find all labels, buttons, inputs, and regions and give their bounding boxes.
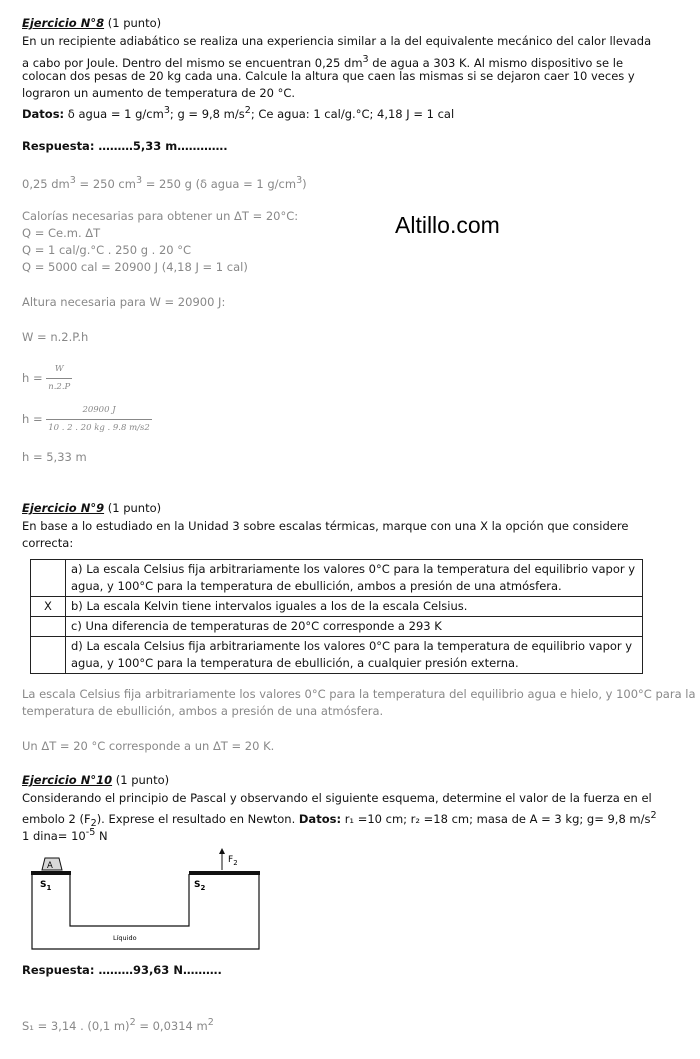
sol8-frac2: [46, 402, 152, 437]
sol8-line-10: h = 5,33 m: [22, 450, 87, 464]
ej10-s2sub: 2: [90, 818, 97, 830]
option-a-line1: a) La escala Celsius fija arbitrariamente los valores 0°C para la temperatura del equilibrio vapor y: [71, 562, 636, 576]
ej10-resp-label: Respuesta:: [22, 963, 99, 977]
label-s1-sub: 1: [46, 884, 52, 892]
piston-2: [189, 871, 260, 875]
sol8-s1a: 0,25 dm: [22, 176, 70, 191]
sol8-frac2-den: 10 . 2 . 20 kg . 9.8 m/s2: [48, 423, 150, 433]
ej8-datos: [22, 102, 454, 123]
ej8-datos-label: Datos:: [22, 106, 65, 121]
ej8-datos-c: ; Ce agua: 1 cal/g.°C; 4,18 J = 1 cal: [250, 106, 455, 121]
option-text: [66, 637, 643, 674]
ej8-datos-b: ; g = 9,8 m/s: [169, 106, 245, 121]
piston-1: [31, 871, 71, 875]
ej9-note-2: temperatura de ebullición, ambos a presión de una atmósfera.: [22, 704, 384, 718]
sol8-line-6: Altura necesaria para W = 20900 J:: [22, 295, 226, 309]
sol8-frac2-num: 20900 J: [46, 402, 152, 420]
option-d-line1: d) La escala Celsius fija arbitrariamente los valores 0°C para la temperatura de equilibrio vapor y: [71, 639, 633, 653]
ej8-points: (1 punto): [104, 16, 162, 30]
option-d-line2: agua, y 100°C para la temperatura de ebullición, a cualquier presión externa.: [71, 656, 519, 670]
ej8-datos-a: δ agua = 1 g/cm: [64, 106, 164, 121]
ej10-datos-label: Datos:: [298, 811, 342, 826]
label-s1: [40, 880, 51, 892]
pascal-diagram: [30, 846, 265, 952]
ej10-sol-sup2: 2: [207, 1017, 214, 1028]
ej8-resp-value: ………5,33 m………….: [94, 139, 228, 153]
ej9-note-1: La escala Celsius fija arbitrariamente los valores 0°C para la temperatura del equilibrio agua e hielo, y 100°C para la: [22, 687, 696, 701]
ej10-s2b: ). Exprese el resultado en Newton.: [96, 811, 299, 826]
ej10-solution-1: [22, 1014, 214, 1035]
vessel-inner-wall: [70, 874, 189, 926]
sol8-s1sup2: 3: [135, 175, 143, 186]
sol8-s1c: = 250 g (δ agua = 1 g/cm: [142, 176, 297, 191]
ej10-s3sup: -5: [85, 827, 96, 838]
ej8-statement-2b: de agua a 303 K. Al mismo dispositivo se le: [368, 55, 624, 70]
option-mark[interactable]: [31, 637, 66, 674]
option-row-d[interactable]: [31, 637, 643, 674]
ej10-resp-value: ………93,63 N……….: [98, 963, 222, 977]
option-mark[interactable]: [31, 617, 66, 637]
ej8-statement-1: En un recipiente adiabático se realiza una experiencia similar a la del equivalente mecánico del calor llevada: [22, 34, 652, 48]
option-row-a[interactable]: [31, 560, 643, 597]
sol8-line-7: W = n.2.P.h: [22, 330, 89, 344]
ej8-statement-2-sup: 3: [362, 54, 369, 65]
label-f2: [228, 855, 238, 867]
ej10-statement-2: [22, 807, 657, 832]
ej8-datos-sup2: 2: [244, 105, 251, 116]
sol8-s1sup: 3: [69, 175, 76, 186]
ej10-sol-a: S₁ = 3,14 . (0,1 m): [22, 1018, 130, 1033]
ej9-note-3: Un ΔT = 20 °C corresponde a un ΔT = 20 K.: [22, 739, 275, 753]
option-a-line2: agua, y 100°C para la temperatura de ebullición, ambos a presión de una atmósfera.: [71, 579, 562, 593]
watermark: Altillo.com: [395, 212, 500, 238]
ej8-statement-4: lograron un aumento de temperatura de 20 °C.: [22, 86, 296, 100]
ej8-title-line: [22, 15, 161, 32]
vessel-outer-wall: [32, 874, 259, 949]
option-mark[interactable]: [31, 560, 66, 597]
ej10-s2a: embolo 2 (F: [22, 811, 91, 826]
sol8-frac1-lhs: h =: [22, 371, 47, 385]
option-text: c) Una diferencia de temperaturas de 20°C corresponde a 293 K: [66, 617, 643, 637]
sol8-frac1: [46, 361, 72, 396]
sol8-frac1-den: n.2.P: [48, 382, 71, 392]
ej9-options-table: [30, 559, 643, 674]
option-text: [66, 560, 643, 597]
ej10-points: (1 punto): [112, 773, 170, 787]
ej10-title: Ejercicio N°10: [22, 773, 113, 787]
sol8-line-2: Calorías necesarias para obtener un ΔT = 20°C:: [22, 209, 299, 223]
ej9-points: (1 punto): [104, 501, 162, 515]
ej8-statement-3: colocan dos pesas de 20 kg cada una. Calcule la altura que caen las mismas si se dejaron caer 10 veces y: [22, 69, 635, 83]
force-arrow-head: [219, 848, 225, 854]
sol8-line-4: Q = 1 cal/g.°C . 250 g . 20 °C: [22, 243, 192, 257]
ej8-title: Ejercicio N°8: [22, 16, 105, 30]
sol8-frac2-lhs: h =: [22, 412, 47, 426]
sol8-frac1-num: W: [46, 361, 72, 379]
ej9-title-line: [22, 500, 161, 517]
ej8-datos-sup1: 3: [163, 105, 170, 116]
ej10-respuesta: [22, 962, 222, 979]
label-liquid: Líquido: [113, 934, 137, 942]
ej9-statement-2: correcta:: [22, 536, 74, 550]
label-s2-main: S: [194, 880, 201, 890]
sol8-fraction-1: [22, 361, 72, 396]
sol8-s1b: = 250 cm: [75, 176, 136, 191]
option-text: b) La escala Kelvin tiene intervalos iguales a los de la escala Celsius.: [66, 597, 643, 617]
option-row-b[interactable]: [31, 597, 643, 617]
ej10-s2sup: 2: [650, 810, 657, 821]
sol8-line-1: [22, 172, 307, 193]
option-mark[interactable]: X: [31, 597, 66, 617]
ej8-respuesta: [22, 138, 228, 155]
label-f2-sub: 2: [233, 859, 238, 867]
label-s2-sub: 2: [200, 884, 206, 892]
ej8-statement-2a: a cabo por Joule. Dentro del mismo se encuentran 0,25 dm: [22, 55, 363, 70]
ej9-statement-1: En base a lo estudiado en la Unidad 3 sobre escalas térmicas, marque con una X la opción que considere: [22, 519, 629, 533]
ej10-s2c: r₁ =10 cm; r₂ =18 cm; masa de A = 3 kg; g= 9,8 m/s: [341, 811, 651, 826]
label-s1-main: S: [40, 880, 47, 890]
ej10-s3b: N: [95, 828, 108, 843]
sol8-fraction-2: [22, 402, 152, 437]
option-row-c[interactable]: [31, 617, 643, 637]
ej10-sol-b: = 0,0314 m: [135, 1018, 208, 1033]
label-s2: [194, 880, 205, 892]
label-f2-main: F: [228, 855, 234, 865]
label-a: A: [47, 861, 53, 871]
ej8-resp-label: Respuesta:: [22, 139, 95, 153]
ej10-statement-3: [22, 824, 108, 845]
sol8-line-5: Q = 5000 cal = 20900 J (4,18 J = 1 cal): [22, 260, 248, 274]
sol8-s1sup3: 3: [296, 175, 303, 186]
ej10-sol-sup1: 2: [129, 1017, 136, 1028]
ej10-statement-1: Considerando el principio de Pascal y observando el siguiente esquema, determine el valor de la fuerza en el: [22, 791, 652, 805]
ej10-s3a: 1 dina= 10: [22, 828, 86, 843]
ej10-title-line: [22, 772, 169, 789]
sol8-line-3: Q = Ce.m. ΔT: [22, 226, 101, 240]
ej9-title: Ejercicio N°9: [22, 501, 105, 515]
sol8-s1d: ): [302, 176, 307, 191]
